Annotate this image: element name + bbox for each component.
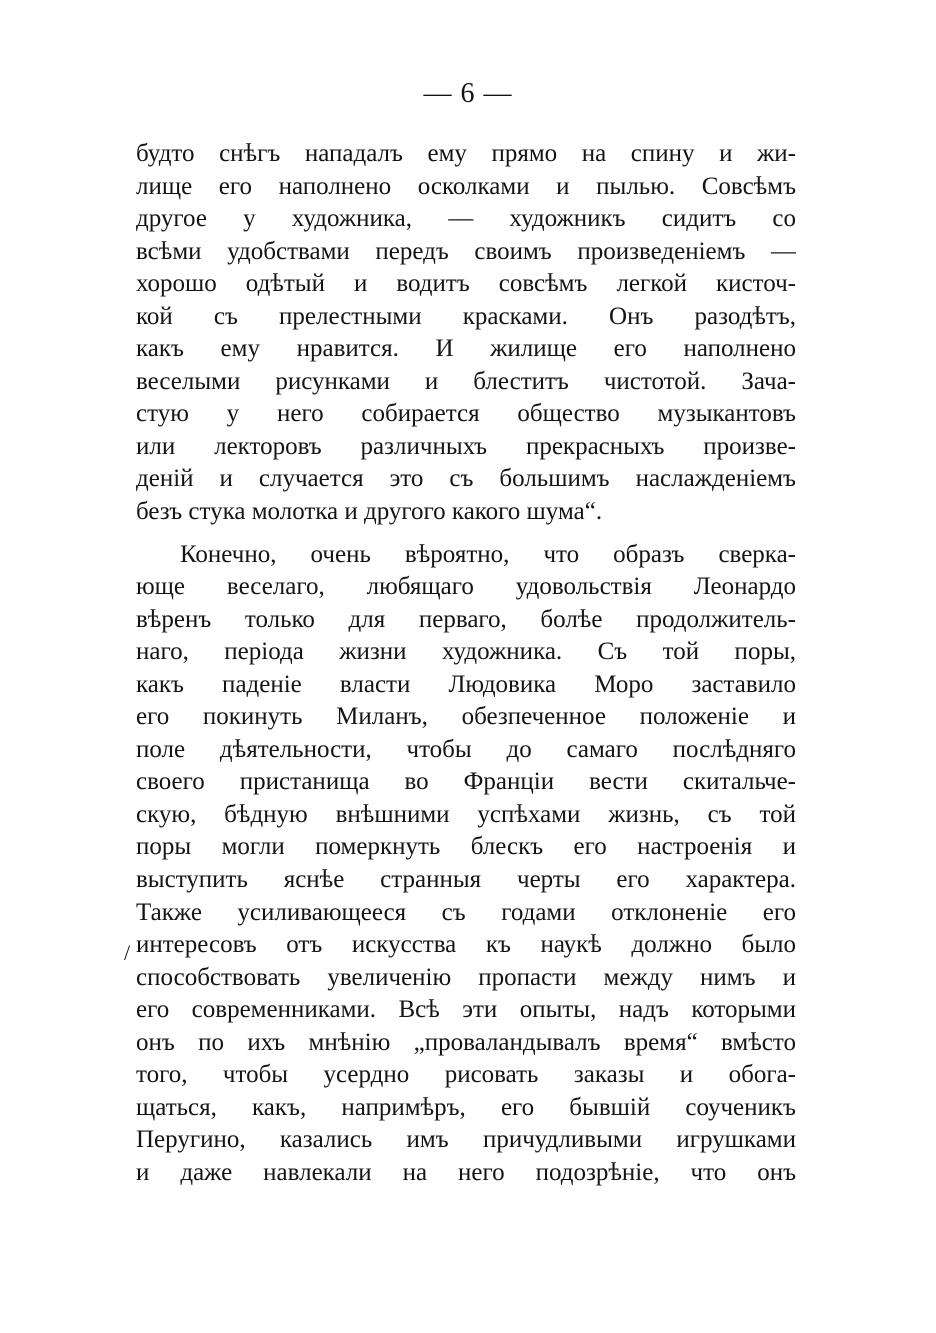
text-line: онъ по ихъ мнѣнію „проваландывалъ время“ вмѣсто [136,1028,796,1056]
paragraph-1 [136,138,796,529]
page-number: — 6 — [423,78,513,109]
text-line: интересовъ отъ искусства къ наукѣ должно было [136,931,796,959]
text-line: вѣренъ только для перваго, болѣе продолжитель- [136,605,796,633]
text-line: того, чтобы усердно рисовать заказы и обога- [136,1061,796,1089]
text-line: юще веселаго, любящаго удовольствія Леонардо [136,573,796,601]
text-line: безъ стука молотка и другого какого шума“. [136,498,603,526]
text-line: хорошо одѣтый и водитъ совсѣмъ легкой кисточ- [136,270,796,298]
text-line: своего пристанища во Франціи вести скитальче- [136,768,796,796]
text-line: Конечно, очень вѣроятно, что образъ сверка- [180,540,796,568]
text-line: щаться, какъ, напримѣръ, его бывшій соученикъ [136,1093,796,1121]
body-text [136,138,796,1190]
text-line: всѣми удобствами передъ своимъ произведеніемъ — [136,237,796,265]
text-line: его покинуть Миланъ, обезпеченное положеніе и [136,703,796,731]
text-line: веселыми рисунками и блеститъ чистотой. Зача- [136,367,796,395]
text-line: его современниками. Всѣ эти опыты, надъ которыми [136,996,796,1024]
text-line: и даже навлекали на него подозрѣніе, что онъ [136,1158,796,1186]
text-line: стую у него собирается общество музыкантовъ [136,400,796,428]
text-line: деній и случается это съ большимъ наслажденіемъ [136,465,796,493]
text-line: скую, бѣдную внѣшними успѣхами жизнь, съ той [136,800,796,828]
text-line: или лекторовъ различныхъ прекрасныхъ произве- [136,432,796,460]
text-line: способствовать увеличенію пропасти между нимъ и [136,963,796,991]
text-line: поле дѣятельности, чтобы до самаго послѣдняго [136,735,796,763]
text-line: какъ паденіе власти Людовика Моро заставило [136,670,796,698]
text-line: выступить яснѣе странныя черты его характера. [136,866,796,894]
paragraph-2 [136,539,796,1190]
margin-mark: / [124,940,131,965]
text-line: будто снѣгъ нападалъ ему прямо на спину и жи- [136,140,796,167]
text-line: кой съ прелестными красками. Онъ разодѣтъ, [136,302,796,330]
text-line: Также усиливающееся съ годами отклоненіе его [136,898,796,926]
text-line: наго, періода жизни художника. Съ той поры, [136,638,796,666]
text-line: какъ ему нравится. И жилище его наполнено [136,335,796,363]
paragraph-gap [136,529,796,539]
text-line: Перугино, казались имъ причудливыми игрушками [136,1126,796,1154]
text-line: другое у художника, — художникъ сидитъ со [136,205,796,233]
text-line: поры могли померкнуть блескъ его настроенія и [136,833,796,861]
text-line: лище его наполнено осколками и пылью. Совсѣмъ [136,172,796,200]
